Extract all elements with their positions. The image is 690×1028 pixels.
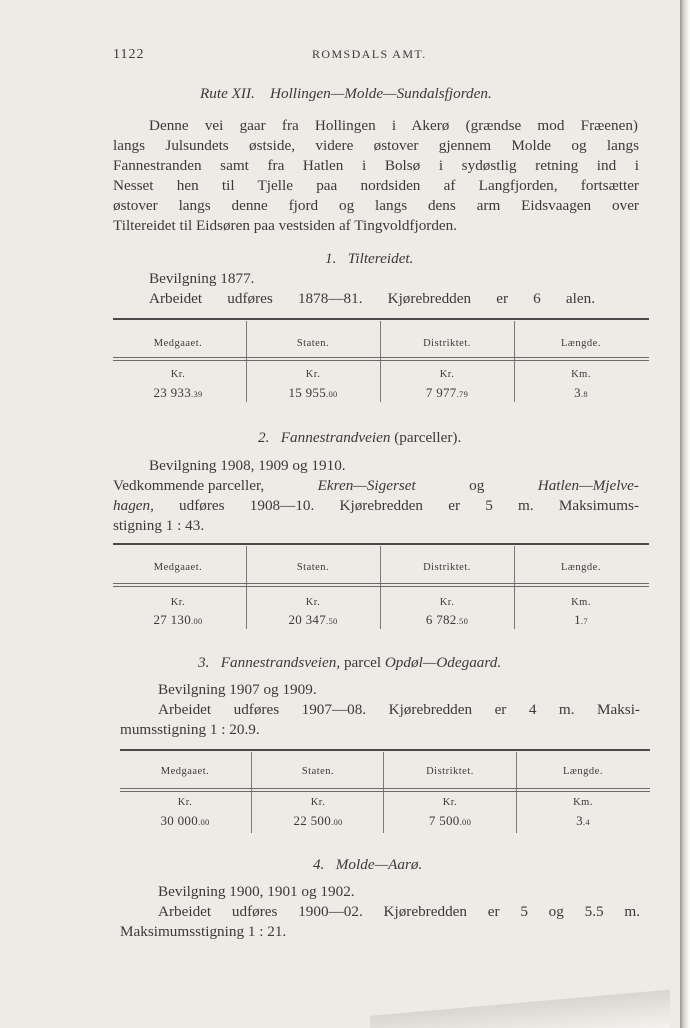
section-1-table [113,318,649,404]
unit-km: Km. [573,797,593,808]
section-4-line-1: Bevilgning 1900, 1901 og 1902. [158,883,355,900]
value-distriktet [382,612,512,628]
value-staten [248,385,378,401]
value-int: 23 933 [153,385,192,400]
value-dec: .00 [459,817,472,827]
unit-kr: Kr. [310,797,326,808]
header-staten: Staten. [301,766,335,777]
value-dec: .79 [456,389,469,399]
value-int: 27 130 [153,612,192,627]
value-int: 3 [574,385,581,400]
value-medgaaet [113,612,243,628]
unit-kr: Kr. [442,797,458,808]
table-rule-top [113,318,649,320]
value-int: 15 955 [288,385,327,400]
section-3-parcel: Opdøl—Odegaard. [384,654,502,671]
section-1-line-2: Arbeidet udføres 1878—81. Kjørebredden er 6 alen. [149,290,595,307]
section-1-number: 1. [325,250,337,267]
table-divider [516,752,517,833]
section-2-line-3 [113,496,639,515]
page-edge [680,0,690,1028]
section-2-number: 2. [258,429,270,446]
value-staten [253,813,383,829]
value-distriktet [382,385,512,401]
route-heading [200,84,492,103]
intro-line-5: østover langs denne fjord og langs dens arm Eidsvaagen over [113,197,639,214]
value-dec: .00 [326,389,338,399]
header-medgaaet: Medgaaet. [153,338,203,349]
page-corner-fold [370,968,670,1028]
header-distriktet: Distriktet. [426,766,474,777]
value-int: 7 500 [428,813,460,828]
section-3-name: Fannestrandsveien, [220,654,341,671]
section-3-line-2: Arbeidet udføres 1907—08. Kjørebredden er 4 m. Maksi- [158,701,640,718]
section-3-line-1: Bevilgning 1907 og 1909. [158,681,317,698]
section-2-line-2-a: Vedkommende parceller, [113,477,265,494]
value-int: 20 347 [288,612,327,627]
header-staten: Staten. [296,562,330,573]
unit-kr: Kr. [170,369,186,380]
section-2-table [113,543,649,631]
header-medgaaet: Medgaaet. [160,766,210,777]
table-divider [380,321,381,402]
table-divider [251,752,252,833]
section-4-line-2: Arbeidet udføres 1900—02. Kjørebredden er 5 og 5.5 m. [158,903,640,920]
page-number: 1122 [113,47,145,62]
table-divider [514,321,515,402]
intro-line-4: Nesset hen til Tjelle paa nordsiden af Langfjorden, fortsætter [113,177,639,194]
table-rule-header [113,357,649,361]
value-dec: .00 [331,817,343,827]
table-rule-top [120,749,650,751]
intro-line-1: Denne vei gaar fra Hollingen i Akerø (grændse mod Fræenen) [149,117,638,134]
section-3-heading [198,653,501,672]
intro-line-3: Fannestranden samt fra Hatlen i Bolsø i sydøstlig retning ind i [113,157,639,174]
section-3-mid: parcel [343,654,382,671]
section-3-number: 3. [198,654,210,671]
table-rule-header [120,788,650,792]
table-divider [514,546,515,629]
section-1-line-1: Bevilgning 1877. [149,270,255,287]
table-divider [383,752,384,833]
section-3-line-3: mumsstigning 1 : 20.9. [120,721,260,738]
section-1-name: Tiltereidet. [347,250,414,267]
value-medgaaet [120,813,250,829]
section-2-line-2 [113,476,639,495]
section-3-table [120,749,650,835]
unit-kr: Kr. [177,797,193,808]
section-4-heading [313,855,422,874]
value-dec: .4 [582,817,590,827]
value-laengde [516,385,646,401]
value-distriktet [385,813,515,829]
header-staten: Staten. [296,338,330,349]
header-laengde: Længde. [563,766,603,777]
section-4-line-3: Maksimumsstigning 1 : 21. [120,923,287,940]
value-laengde [516,612,646,628]
unit-km: Km. [571,597,591,608]
unit-kr: Kr. [305,369,321,380]
value-laengde [518,813,648,829]
header-laengde: Længde. [561,338,601,349]
value-dec: .50 [326,616,338,626]
section-2-line-2-c: og [469,477,485,494]
unit-kr: Kr. [170,597,186,608]
unit-kr: Kr. [305,597,321,608]
intro-line-6: Tiltereidet til Eidsøren paa vestsiden af Tingvoldfjorden. [113,217,458,234]
header-distriktet: Distriktet. [423,338,471,349]
route-heading-name: Hollingen—Molde—Sundalsfjorden. [270,85,492,102]
section-1-heading [325,249,413,268]
section-4-number: 4. [313,856,325,873]
section-2-line-4: stigning 1 : 43. [113,517,205,534]
table-rule-header [113,583,649,587]
value-dec: .00 [198,817,210,827]
section-2-line-3-a: hagen, [113,497,154,514]
value-dec: .39 [191,389,203,399]
section-2-suffix: (parceller). [394,429,462,446]
header-distriktet: Distriktet. [423,562,471,573]
unit-kr: Kr. [439,597,455,608]
header-medgaaet: Medgaaet. [153,562,203,573]
value-int: 6 782 [425,612,457,627]
section-2-name: Fannestrandveien [280,429,391,446]
section-4-name: Molde—Aarø. [335,856,423,873]
section-2-line-1: Bevilgning 1908, 1909 og 1910. [149,457,346,474]
value-int: 30 000 [160,813,199,828]
section-2-parcel-2: Hatlen—Mjelve- [537,477,639,494]
value-dec: .8 [580,389,588,399]
value-int: 7 977 [425,385,457,400]
running-title: ROMSDALS AMT. [312,47,427,61]
unit-km: Km. [571,369,591,380]
section-2-heading [258,428,461,447]
table-divider [246,546,247,629]
value-dec: .00 [191,616,203,626]
value-staten [248,612,378,628]
value-medgaaet [113,385,243,401]
value-int: 1 [574,612,581,627]
value-dec: .50 [456,616,469,626]
header-laengde: Længde. [561,562,601,573]
value-int: 22 500 [293,813,332,828]
intro-line-2: langs Julsundets østside, videre østover gjennem Molde og langs [113,137,639,154]
table-rule-top [113,543,649,545]
table-divider [246,321,247,402]
table-divider [380,546,381,629]
section-2-line-3-b: udføres 1908—10. Kjørebredden er 5 m. Maksimums- [179,497,639,514]
section-2-parcel-1: Ekren—Sigerset [317,477,416,494]
value-dec: .7 [580,616,588,626]
route-heading-prefix: Rute XII. [200,85,255,102]
value-int: 3 [576,813,583,828]
unit-kr: Kr. [439,369,455,380]
